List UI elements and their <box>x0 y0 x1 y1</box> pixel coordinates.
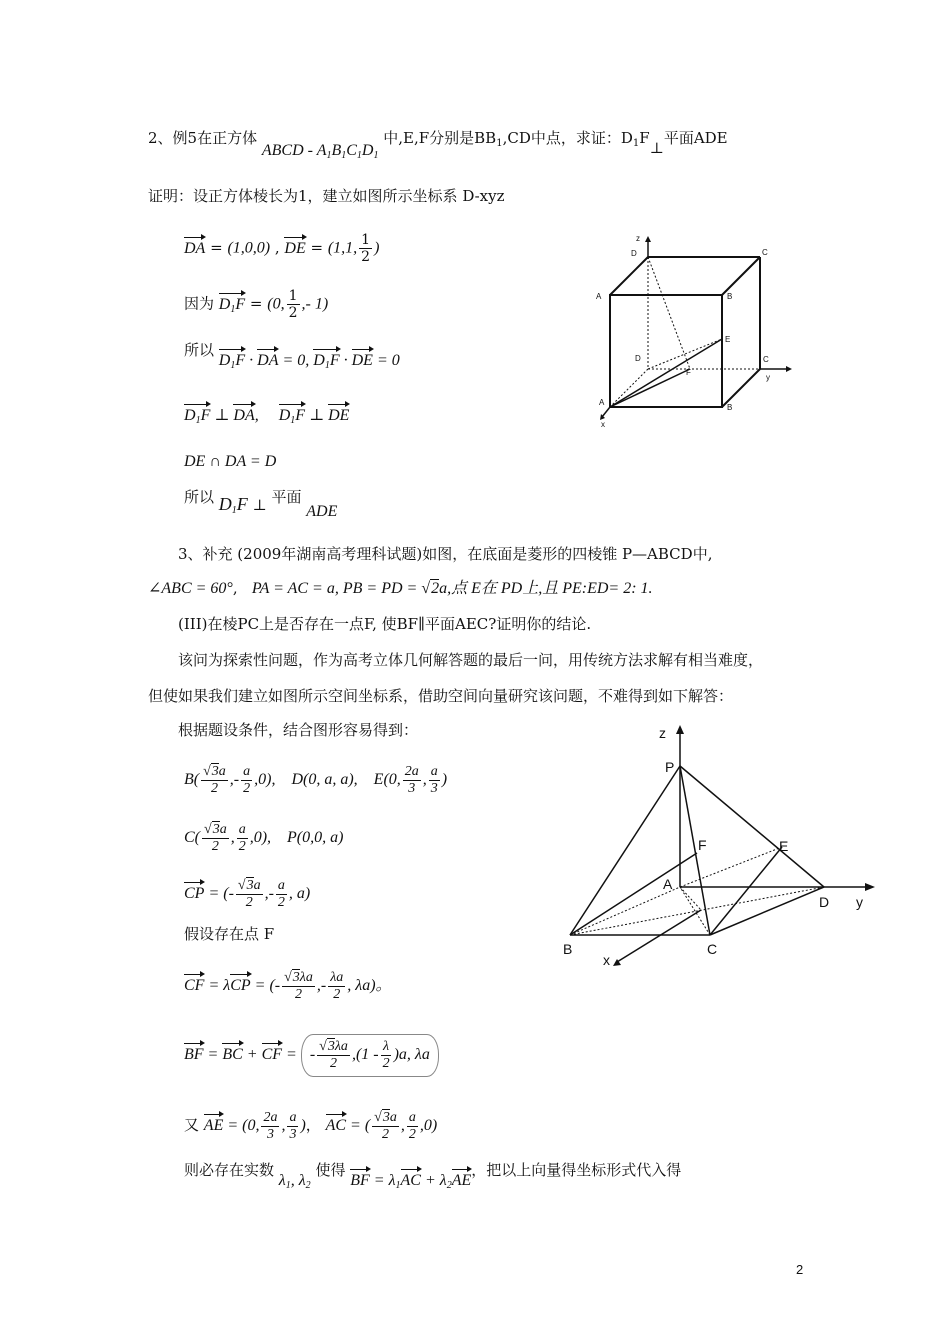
vector-cf: CF = λCP = (- $\frac{√3\lambda a}{2}$ ,- $\frac{\lambda a}{2}$ , λa)。 <box>184 970 392 1002</box>
perp-statement: $D_1F$ ⊥ DA, $D_1F$ ⊥ DE <box>184 406 349 431</box>
vector-ae-ac: 又 AE = (0, $\frac{2a}{3}$ , $\frac{a}{3}$ )， AC = ( $\frac{√3a}{2}$ , $\frac{a}{2}$ ,0) <box>184 1110 438 1142</box>
label-b: B <box>563 941 573 957</box>
label-c: C <box>763 355 769 364</box>
label-x: x <box>603 952 610 968</box>
label-y: y <box>766 373 770 382</box>
ex3-para2: 但使如果我们建立如图所示空间坐标系，借助空间向量研究该问题，不难得到如下解答： <box>148 687 734 705</box>
dot-products: 所以 $D_1F$ · DA = 0, $D_1F$ · DE = 0 <box>184 340 400 366</box>
label-f: F <box>698 837 707 853</box>
ex3-title: 3、补充 (2009年湖南高考理科试题)如图，在底面是菱形的四棱锥 P—ABCD中, <box>178 545 713 563</box>
d1f-vector: 因为 $D_1F = (0$, $\frac{1}{2}$ ,- 1) <box>184 288 329 321</box>
label-e: E <box>725 335 731 344</box>
label-c1: C <box>762 248 768 257</box>
vector-cp: CP = (- $\frac{√3a}{2}$ ,- $\frac{a}{2}$ , a) <box>184 878 311 910</box>
coords-cp: C( $\frac{√3a}{2}$ , $\frac{a}{2}$ ,0), P(0,0, a) <box>184 822 344 854</box>
cube-figure <box>590 232 800 432</box>
ex3-conditions: ∠ABC = 60°, PA = AC = a, PB = PD = √2a,点 E在 PD上,且 PE:ED= 2: 1. <box>148 579 653 597</box>
ex2-title: 2、例5在正方体 ABCD - $A_1B_1C_1D_1$ 中,E,F分别是$BB_1,CD$中点，求证：$D_1F\perp$平面ADE <box>148 129 728 161</box>
label-p: P <box>665 759 675 775</box>
proof-intro: 证明：设正方体棱长为1，建立如图所示坐标系 D-xyz <box>148 187 505 205</box>
label-a: A <box>663 876 673 892</box>
ex3-para3: 根据题设条件，结合图形容易得到： <box>178 721 419 739</box>
coords-bde: B( $\frac{√3a}{2}$ ,- $\frac{a}{2}$ ,0), D(0, a, a), E(0, $\frac{2a}{3}$ , $\frac{a}{3}$ ) <box>184 764 448 796</box>
label-c: C <box>707 941 718 957</box>
page-number: 2 <box>796 1262 804 1277</box>
vector-bf: BF = BC + CF = - $\frac{√3\lambda a}{2}$ ,(1 - $\frac{\lambda}{2}$ )a, λa <box>184 1034 439 1077</box>
label-b1: B <box>727 292 733 301</box>
label-a: A <box>599 398 605 407</box>
label-b: B <box>727 403 733 412</box>
label-z: z <box>659 725 666 741</box>
intersection: DE ∩ DA = D <box>184 453 277 470</box>
conclusion: 所以 $D_1F$ ⊥ 平面 ADE <box>184 488 338 520</box>
da-de-vectors: DA = (1,0,0) , DE = (1,1, $\frac{1}{2}$ ) <box>184 232 380 265</box>
label-x: x <box>601 420 605 429</box>
label-e: E <box>779 838 789 854</box>
final-line: 则必存在实数 $\lambda_1$, $\lambda_2$ 使得 BF = $\lambda_1AC + \lambda_2AE$，把以上向量得坐标形式代入得 <box>184 1161 682 1191</box>
label-f: F <box>686 368 691 377</box>
label-d: D <box>635 354 641 363</box>
label-z: z <box>636 234 640 243</box>
pyramid-figure <box>555 722 885 972</box>
ex3-question: (III)在棱PC上是否存在一点F, 使BF∥平面AEC?证明你的结论. <box>178 615 592 633</box>
label-d: D <box>819 894 830 910</box>
ex3-para1: 该问为探索性问题，作为高考立体几何解答题的最后一问，用传统方法求解有相当难度， <box>178 651 764 669</box>
label-a1: A <box>596 292 602 301</box>
label-d1: D <box>631 249 637 258</box>
label-y: y <box>856 894 863 910</box>
assume-f: 假设存在点 F <box>184 925 275 943</box>
